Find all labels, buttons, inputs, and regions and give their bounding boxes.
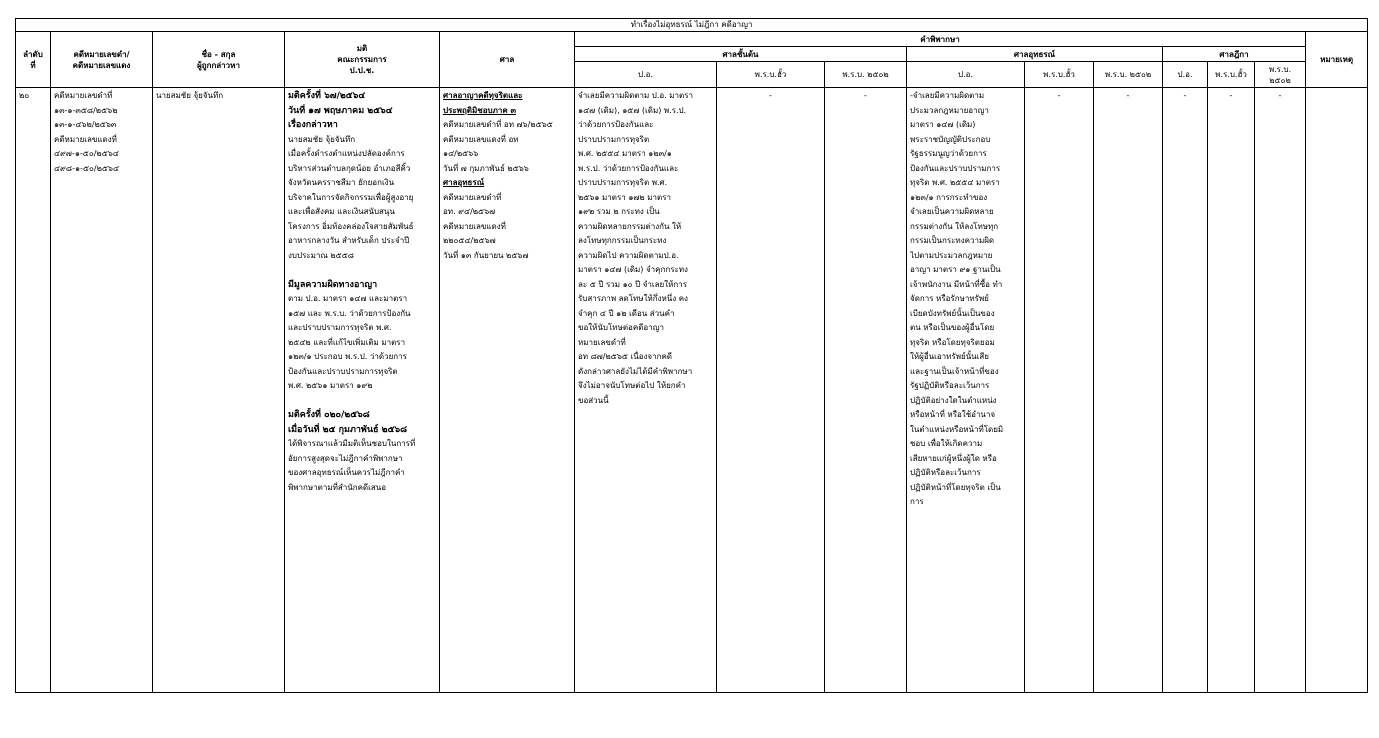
header-court-appeal: ศาลอุทธรณ์: [907, 47, 1163, 62]
header-supreme-po: ป.อ.: [1163, 62, 1208, 88]
cell-supreme-po: -: [1163, 88, 1208, 693]
header-name: ชื่อ - สกุล ผู้ถูกกล่าวหา: [153, 32, 285, 88]
cell-case-no: คดีหมายเลขดำที่ ๑๓-๑-๓๕๘/๒๕๖๒ ๑๓-๑-๔๖๒/๒๕๖๓ คดีหมายเลขแดงที่ ๔๙๗-๑-๕๐/๒๕๖๔ ๔๙๘-๑-๕๐/๒๕๖๔: [51, 88, 153, 693]
header-seq: ลำดับ ที่: [16, 32, 51, 88]
cell-remark: [1306, 88, 1368, 693]
cell-first-po: จำเลยมีความผิดตาม ป.อ. มาตรา ๑๔๗ (เดิม), ๑๕๗ (เดิม) พ.ร.ป. ว่าด้วยการป้องกันและ ปราบปรามการทุจริต พ.ศ. ๒๕๕๔ มาตรา ๑๒๓/๑ พ.ร.ป. ว่าด้วยการป้องกันและ ปราบปรามการทุจริต พ.ศ. ๒๕๖๑ มาตรา ๑๗๒ มาตรา ๑๙๒ รวม ๒ กระทง เป็น ความผิดหลายกรรมต่างกัน ให้ ลงโทษทุกกรรมเป็นกระทง ความผิดไป ความผิดตามป.อ. มาตรา ๑๔๗ (เดิม) จำคุกกระทง ละ ๕ ปี รวม ๑๐ ปี จำเลยให้การ รับสารภาพ ลดโทษให้กึ่งหนึ่ง คง จำคุก ๔ ปี ๑๒ เดือน ส่วนคำ ขอให้นับโทษต่อคดีอาญา หมายเลขดำที่ อท ๘๗/๒๕๖๕ เนื่องจากคดี ดังกล่าวศาลยังไม่ได้มีคำพิพากษา จึงไม่อาจนับโทษต่อไป ให้ยกคำ ขอส่วนนี้: [575, 88, 717, 693]
header-court-first: ศาลชั้นต้น: [575, 47, 907, 62]
header-resolution: มติ คณะกรรมการ ป.ป.ช.: [285, 32, 440, 88]
header-supreme-prb-old: พ.ร.บ.ฮั้ว: [1208, 62, 1255, 88]
cell-appeal-prb-2502: -: [1094, 88, 1163, 693]
header-case-no: คดีหมายเลขดำ/ คดีหมายเลขแดง: [51, 32, 153, 88]
cell-seq: ๒๐: [16, 88, 51, 693]
cell-appeal-prb-old: -: [1025, 88, 1094, 693]
cell-supreme-prb-old: -: [1208, 88, 1255, 693]
header-remark: หมายเหตุ: [1306, 32, 1368, 88]
header-court: ศาล: [440, 32, 575, 88]
cell-first-prb-2502: -: [825, 88, 907, 693]
table-row: [16, 88, 1368, 693]
header-supreme-prb-2502: พ.ร.บ. ๒๕๐๒: [1255, 62, 1306, 88]
cell-court: ศาลอาญาคดีทุจริตและ ประพฤติมิชอบภาค ๓ คดีหมายเลขดำที่ อท ๗๖/๒๕๖๕ คดีหมายเลขแดงที่ อท ๑๔/๒๕๖๖ วันที่ ๗ กุมภาพันธ์ ๒๕๖๖ ศาลอุทธรณ์ คดีหมายเลขดำที่ อท. ๙๔/๒๕๖๗ คดีหมายเลขแดงที่ ๒๒๐๕๔/๒๕๖๗ วันที่ ๑๓ กันยายน ๒๕๖๗: [440, 88, 575, 693]
header-appeal-prb-old: พ.ร.บ.ฮั้ว: [1025, 62, 1094, 88]
cell-first-prb-old: -: [717, 88, 825, 693]
header-appeal-prb-2502: พ.ร.บ. ๒๕๐๒: [1094, 62, 1163, 88]
cell-name: นายสมชัย จุ้ยจันทึก: [153, 88, 285, 693]
cell-supreme-prb-2502: -: [1255, 88, 1306, 693]
cell-appeal-po: -จำเลยมีความผิดตาม ประมวลกฎหมายอาญา มาตรา ๑๔๗ (เดิม) พระราชบัญญัติประกอบ รัฐธรรมนูญว่าด้วยการ ป้องกันและปราบปรามการ ทุจริต พ.ศ. ๒๕๕๔ มาตรา ๑๒๓/๑ การกระทำของ จำเลยเป็นความผิดหลาย กรรมต่างกัน ให้ลงโทษทุก กรรมเป็นกระทงความผิด ไปตามประมวลกฎหมาย อาญา มาตรา ๙๑ ฐานเป็น เจ้าพนักงาน มีหน้าที่ซื้อ ทำ จัดการ หรือรักษาทรัพย์ เบียดบังทรัพย์นั้นเป็นของ ตน หรือเป็นของผู้อื่นโดย ทุจริต หรือโดยทุจริตยอม ให้ผู้อื่นเอาทรัพย์นั้นเสีย และฐานเป็นเจ้าหน้าที่ของ รัฐปฏิบัติหรือละเว้นการ ปฏิบัติอย่างใดในตำแหน่ง หรือหน้าที่ หรือใช้อำนาจ ในตำแหน่งหรือหน้าที่โดยมิ ชอบ เพื่อให้เกิดความ เสียหายแก่ผู้หนึ่งผู้ใด หรือ ปฏิบัติหรือละเว้นการ ปฏิบัติหน้าที่โดยทุจริต เป็น การ: [907, 88, 1025, 693]
header-first-prb-2502: พ.ร.บ. ๒๕๐๒: [825, 62, 907, 88]
header-first-po: ป.อ.: [575, 62, 717, 88]
table-caption: ทำเรื่องไม่อุทธรณ์ ไม่ฎีกา คดีอาญา: [16, 19, 1368, 32]
header-court-supreme: ศาลฎีกา: [1163, 47, 1306, 62]
header-first-prb-old: พ.ร.บ.ฮั้ว: [717, 62, 825, 88]
header-judgment: คำพิพากษา: [575, 32, 1306, 47]
cell-resolution: มติครั้งที่ ๖๗/๒๕๖๔ วันที่ ๑๗ พฤษภาคม ๒๕๖๔ เรื่องกล่าวหา นายสมชัย จุ้ยจันทึก เมื่อครั้งดำรงตำแหน่งปลัดองค์การ บริหารส่วนตำบลกุดน้อย อำเภอสีคิ้ว จังหวัดนครราชสีมา ยักยอกเงิน บริจาคในการจัดกิจกรรมเพื่อผู้สูงอายุ และเพื่อสังคม และเงินสนับสนุน โครงการ อิ่มท้องคล่องใจสายสัมพันธ์ อาหารกลางวัน สำหรับเด็ก ประจำปี งบประมาณ ๒๕๕๘ มีมูลความผิดทางอาญา ตาม ป.อ. มาตรา ๑๔๗ และมาตรา ๑๕๗ และ พ.ร.บ. ว่าด้วยการป้องกัน และปราบปรามการทุจริต พ.ศ. ๒๕๔๒ และที่แก้ไขเพิ่มเติม มาตรา ๑๒๓/๑ ประกอบ พ.ร.ป. ว่าด้วยการ ป้องกันและปราบปรามการทุจริต พ.ศ. ๒๕๖๑ มาตรา ๑๙๒ มติครั้งที่ ๐๒๐/๒๕๖๘ เมื่อวันที่ ๒๕ กุมภาพันธ์ ๒๕๖๘ ได้พิจารณาแล้วมีมติเห็นชอบในการที่ อัยการสูงสุดจะไม่ฎีกาคำพิพากษา ของศาลอุทธรณ์เห็นควรไม่ฎีกาคำ พิพากษาตามที่สำนักคดีเสนอ: [285, 88, 440, 693]
case-table: [15, 18, 1368, 693]
header-appeal-po: ป.อ.: [907, 62, 1025, 88]
